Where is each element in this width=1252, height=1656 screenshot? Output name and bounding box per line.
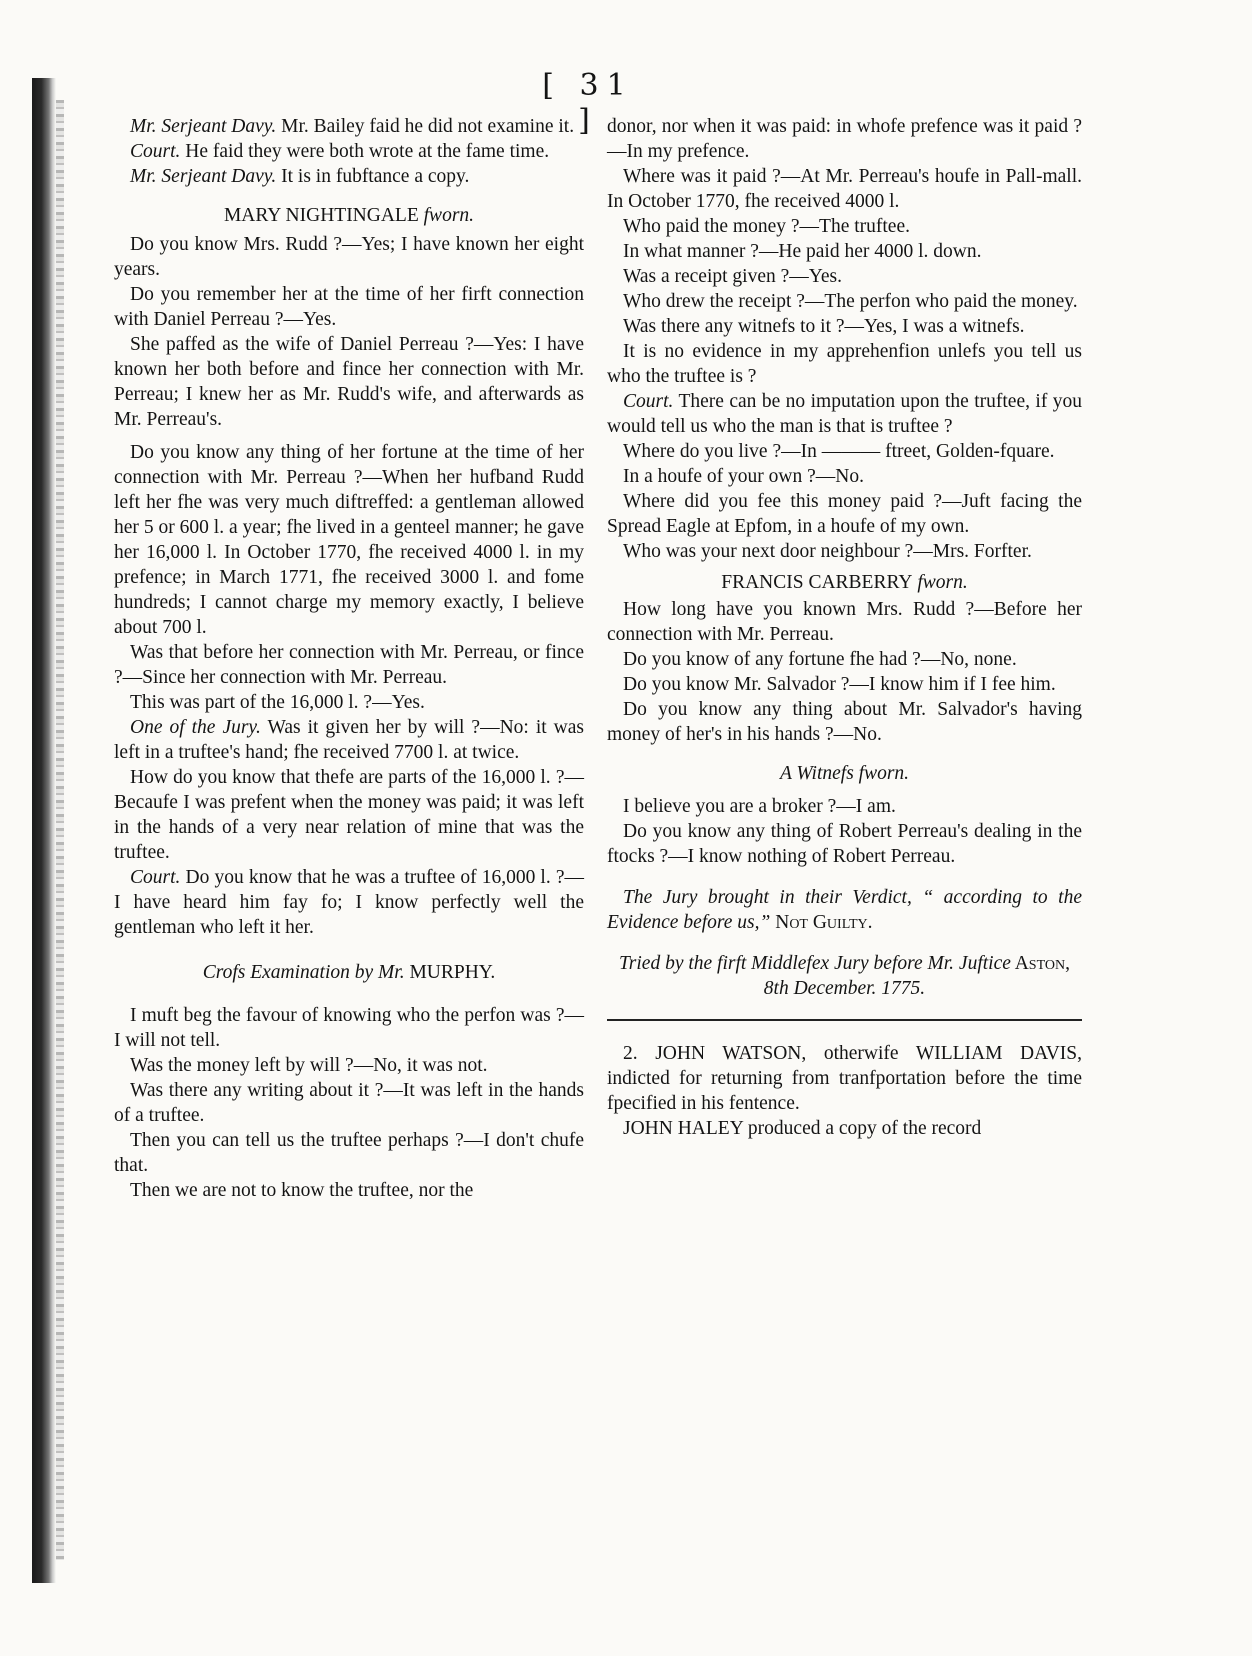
verdict xyxy=(607,885,1082,935)
speaker-name: Court. xyxy=(130,867,181,888)
sworn-label: fworn. xyxy=(418,205,475,226)
paragraph: Was there any witnefs to it ?—Yes, I was a witnefs. xyxy=(623,316,1025,337)
paragraph: Then we are not to know the truftee, nor the xyxy=(130,1180,474,1201)
paragraph: Where did you fee this money paid ?—Juft facing the Spread Eagle at Epfom, in a houfe of my own. xyxy=(607,491,1082,537)
verdict-result: Not Guilty. xyxy=(770,912,873,933)
right-column xyxy=(607,114,1082,1141)
paragraph xyxy=(114,164,584,189)
paragraph: Was that before her connection with Mr. Perreau, or fince ?—Since her connection with Mr. Perreau. xyxy=(114,642,584,688)
paragraph: Was the money left by will ?—No, it was not. xyxy=(130,1055,488,1076)
judge-name: Aston, xyxy=(1010,953,1070,974)
paragraph: 2. JOHN WATSON, otherwife WILLIAM DAVIS, indicted for returning from tranfportation before the time fpecified in his fentence. xyxy=(607,1043,1082,1114)
speaker-name: Mr. Serjeant Davy. xyxy=(130,166,277,187)
paragraph: JOHN HALEY produced a copy of the record xyxy=(623,1118,982,1139)
paragraph: In a houfe of your own ?—No. xyxy=(623,466,864,487)
witness-name: MARY NIGHTINGALE xyxy=(223,205,419,226)
speaker-name: One of the Jury. xyxy=(130,717,261,738)
paragraph xyxy=(607,389,1082,439)
paragraph: I believe you are a broker ?—I am. xyxy=(623,796,896,817)
paragraph: How do you know that thefe are parts of the 16,000 l. ?—Becaufe I was prefent when the money was paid; it was left in the hands of a very near relation of mine that was the truftee. xyxy=(114,767,584,863)
paragraph: I muft beg the favour of knowing who the perfon was ?—I will not tell. xyxy=(114,1005,584,1051)
paragraph-text: Mr. Bailey faid he did not examine it. xyxy=(276,116,575,137)
paragraph-text: It is in fubftance a copy. xyxy=(276,166,470,187)
paragraph: Was a receipt given ?—Yes. xyxy=(623,266,843,287)
section-divider xyxy=(607,1019,1082,1021)
cross-examination-heading xyxy=(114,960,584,985)
left-column xyxy=(114,114,584,1203)
paragraph: Who was your next door neighbour ?—Mrs. Forfter. xyxy=(623,541,1032,562)
paragraph: It is no evidence in my apprehenfion unlefs you tell us who the truftee is ? xyxy=(607,341,1082,387)
paragraph: How long have you known Mrs. Rudd ?—Before her connection with Mr. Perreau. xyxy=(607,599,1082,645)
book-binding-shadow xyxy=(32,78,56,1583)
paragraph: Where do you live ?—In ——— ftreet, Golden-fquare. xyxy=(623,441,1055,462)
heading-name: MURPHY. xyxy=(404,962,496,983)
paragraph: Where was it paid ?—At Mr. Perreau's houfe in Pall-mall. In October 1770, fhe received 4000 l. xyxy=(607,166,1082,212)
witness-heading xyxy=(607,570,1082,595)
page-gutter-edge xyxy=(56,100,64,1560)
speaker-name: Court. xyxy=(130,141,181,162)
trial-note-text: Tried by the firft Middlefex Jury before Mr. Juftice xyxy=(619,953,1011,974)
paragraph: Do you know any thing about Mr. Salvador's having money of her's in his hands ?—No. xyxy=(607,699,1082,745)
paragraph: Do you know Mrs. Rudd ?—Yes; I have known her eight years. xyxy=(114,234,584,280)
paragraph: Who drew the receipt ?—The perfon who paid the money. xyxy=(623,291,1078,312)
paragraph xyxy=(114,114,584,139)
witness-heading: A Witnefs fworn. xyxy=(779,763,910,784)
heading-italic: Crofs Examination by Mr. xyxy=(202,962,405,983)
paragraph: Do you know any thing of Robert Perreau's dealing in the ftocks ?—I know nothing of Robert Perreau. xyxy=(607,821,1082,867)
trial-note xyxy=(607,951,1082,1001)
page-number: [ 31 ] xyxy=(542,68,634,138)
paragraph: Do you know Mr. Salvador ?—I know him if I fee him. xyxy=(623,674,1056,695)
paragraph: Do you know of any fortune fhe had ?—No, none. xyxy=(623,649,1017,670)
paragraph xyxy=(114,139,584,164)
paragraph-text: There can be no imputation upon the truftee, if you would tell us who the man is that is truftee ? xyxy=(607,391,1082,437)
paragraph-text: He faid they were both wrote at the fame time. xyxy=(180,141,550,162)
witness-heading xyxy=(114,203,584,228)
witness-name: FRANCIS CARBERRY xyxy=(721,572,913,593)
paragraph: Do you remember her at the time of her firft connection with Daniel Perreau ?—Yes. xyxy=(114,284,584,330)
paragraph: donor, nor when it was paid: in whofe prefence was it paid ?—In my prefence. xyxy=(607,116,1082,162)
paragraph-text: Do you know that he was a truftee of 16,000 l. ?—I have heard him fay fo; I know perfectly well the gentleman who left it her. xyxy=(114,867,584,938)
paragraph xyxy=(114,715,584,765)
paragraph: Was there any writing about it ?—It was left in the hands of a truftee. xyxy=(114,1080,584,1126)
paragraph: Do you know any thing of her fortune at the time of her connection with Mr. Perreau ?—When her hufband Rudd left her fhe was very much diftreffed: a gentleman allowed her 5 or 600 l. a year; fhe lived in a genteel manner; he gave her 16,000 l. In October 1770, fhe received 4000 l. in my prefence; in March 1771, fhe received 3000 l. and fome hundreds; I cannot charge my memory exactly, I believe about 700 l. xyxy=(114,442,584,638)
speaker-name: Court. xyxy=(623,391,674,412)
sworn-label: fworn. xyxy=(912,572,968,593)
paragraph: This was part of the 16,000 l. ?—Yes. xyxy=(130,692,425,713)
paragraph-text: Was it given her by will ?—No: it was left in a truftee's hand; fhe received 7700 l. at twice. xyxy=(114,717,584,763)
verdict-text: The Jury brought in their Verdict, “ according to the Evidence before us,” xyxy=(607,887,1082,933)
paragraph xyxy=(114,865,584,940)
paragraph: In what manner ?—He paid her 4000 l. down. xyxy=(623,241,982,262)
paragraph: She paffed as the wife of Daniel Perreau ?—Yes: I have known her both before and fince her connection with Mr. Perreau; I knew her as Mr. Rudd's wife, and afterwards as Mr. Perreau's. xyxy=(114,334,584,430)
speaker-name: Mr. Serjeant Davy. xyxy=(130,116,277,137)
paragraph: Then you can tell us the truftee perhaps ?—I don't chufe that. xyxy=(114,1130,584,1176)
trial-date: 8th December. 1775. xyxy=(763,978,926,999)
paragraph: Who paid the money ?—The truftee. xyxy=(623,216,910,237)
